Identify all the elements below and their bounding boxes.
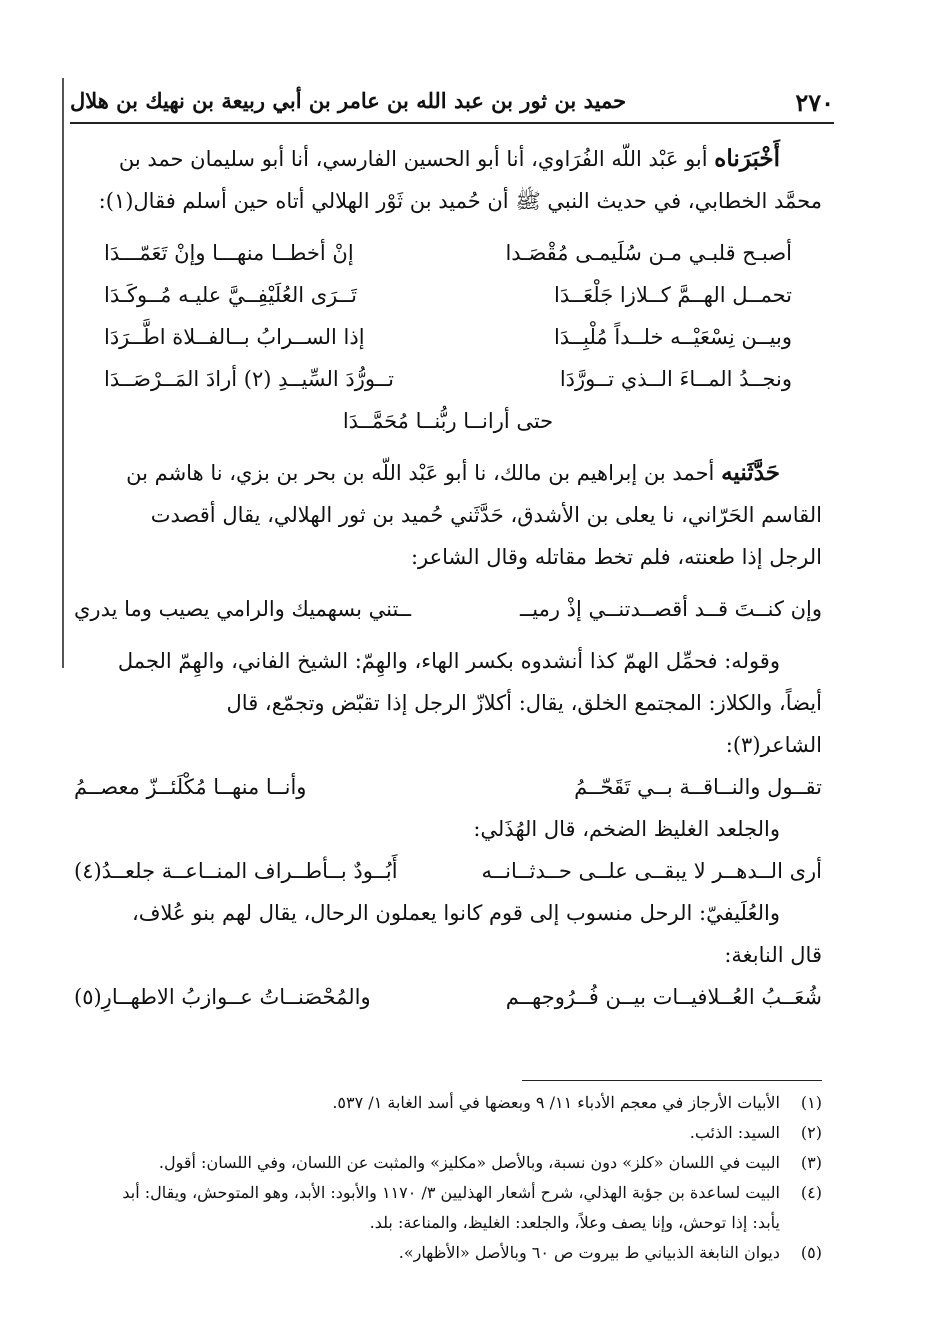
main-text xyxy=(74,138,822,1018)
verse-second-hemistich: تــورُّدَ السِّيــدِ (٢) أرادَ المَــرْصَــدَا xyxy=(104,367,394,391)
verse-3 xyxy=(74,766,822,808)
footnote-text: البيت لساعدة بن جؤبة الهذلي، شرح أشعار الهذليين ٣/ ١١٧٠ والأبود: الأبد، وهو المتوحش، ويقال: أبد يأبد: إذا توحش، وإنا يصف وعلاً، والجلعد: الغليظ، والمناعة: بلد. xyxy=(122,1183,780,1232)
paragraph-3-line-1: وقوله: فحمِّل الهمّ كذا أنشدوه بكسر الهاء، والهِمّ: الشيخ الفاني، والهِمّ الجمل xyxy=(117,649,780,673)
verse-5 xyxy=(74,976,822,1018)
footnote-number: (٥) xyxy=(800,1243,822,1262)
paragraph-1-line-1: أَخْبَرَناه أبو عَبْد اللّه الفُرَاوي، أنا أبو الحسين الفارسي، أنا أبو سليمان حمد بن xyxy=(118,145,780,172)
footnote-divider xyxy=(522,1080,822,1081)
verse-second-hemistich: أَبُــودٌ بــأطــراف المنــاعــة جلعــدُ(٤) xyxy=(74,859,398,883)
verse-second-hemistich: تَــرَى العُلَيْفِــيَّ عليـه مُــوكَـدَا xyxy=(104,283,357,307)
verse-first-hemistich: وإن كنــتَ قــد أقصــدتنــي إذْ رميــ xyxy=(519,597,822,621)
verse-first-hemistich: تقــول والنــاقــة بــي تَقَحّــمُ xyxy=(574,775,822,799)
paragraph-2-line-1: حَدَّثَنيه أحمد بن إبراهيم بن مالك، نا أبو عَبْد اللّه بن بحر بن بزي، نا هاشم بن xyxy=(126,459,780,486)
verse-first-hemistich: وبيــن نِسْعَيْــه خلــداً مُلْبِــدَا xyxy=(553,325,792,349)
page-number: ٢٧٠ xyxy=(795,88,834,117)
verse-first-hemistich: ونجــدُ المــاءَ الــذي تــورَّدَا xyxy=(559,367,792,391)
paragraph-3-line-3: الشاعر(٣): xyxy=(725,733,822,757)
paragraph-5-line-2: قال النابغة: xyxy=(724,943,822,967)
verse-first-hemistich: تحمــل الهــمَّ كــلازا جَلْعَــدَا xyxy=(553,283,792,307)
paragraph-4: والجلعد الغليظ الضخم، قال الهُذَلي: xyxy=(473,817,780,841)
poem-verse-2 xyxy=(74,274,822,316)
verse-first-hemistich: أصبـح قلبـي مـن سُلَيمـى مُقْصَـدا xyxy=(505,241,792,265)
verse-2 xyxy=(74,588,822,630)
verse-second-hemistich: إذا الســرابُ بــالفــلاة اطَّــرَدَا xyxy=(104,325,365,349)
footnote-5 xyxy=(110,1238,822,1268)
paragraph-1-line-2: محمَّد الخطابي، في حديث النبي ﷺ أن حُميد بن ثَوْر الهلالي أتاه حين أسلم فقال(١): xyxy=(98,189,822,213)
verse-first-hemistich: أرى الــدهــر لا يبقــى علــى حــدثــانــه xyxy=(481,859,822,883)
paragraph-2-line-3: الرجل إذا طعنته، فلم تخط مقاتله وقال الشاعر: xyxy=(410,545,822,569)
page-header xyxy=(70,82,834,124)
paragraph-2-line-2: القاسم الحَرّاني، نا يعلى بن الأشدق، حَدَّثَني حُميد بن ثور الهلالي، يقال أقصدت xyxy=(150,503,822,527)
paragraph-3-line-2: أيضاً، والكلاز: المجتمع الخلق، يقال: أكلازّ الرجل إذا تقبّض وتجمّع، قال xyxy=(226,691,822,715)
footnote-number: (١) xyxy=(800,1093,822,1112)
paragraph-2-keyword: حَدَّثَنيه xyxy=(721,459,780,486)
poem-final-line: حتى أرانــا ربُّنــا مُحَمَّــدَا xyxy=(342,409,554,433)
poem-verse-3 xyxy=(74,316,822,358)
verse-second-hemistich: وأنــا منهــا مُكْلَئــزّ معصــمُ xyxy=(74,775,307,799)
running-title: حميد بن ثور بن عبد الله بن عامر بن أبي ربيعة بن نهيك بن هلال xyxy=(70,88,627,113)
verse-4 xyxy=(74,850,822,892)
poem-verse-4 xyxy=(74,358,822,400)
verse-first-hemistich: شُعَــبُ العُــلافيــات بيــن فُــرُوجهــم xyxy=(505,985,822,1009)
footnote-text: ديوان النابغة الذبياني ط بيروت ص ٦٠ وبالأصل «الأظهار». xyxy=(398,1243,780,1262)
scan-margin-line xyxy=(62,78,64,668)
footnote-3 xyxy=(110,1148,822,1178)
footnote-text: الأبيات الأرجاز في معجم الأدباء ١١/ ٩ وبعضها في أسد الغابة ١/ ٥٣٧. xyxy=(332,1093,780,1112)
footnote-2 xyxy=(110,1118,822,1148)
verse-second-hemistich: والمُحْصَنــاتُ عــوازبُ الاطهــارِ(٥) xyxy=(74,985,371,1009)
poem-verse-1 xyxy=(74,232,822,274)
footnote-number: (٢) xyxy=(800,1123,822,1142)
footnote-1 xyxy=(110,1088,822,1118)
paragraph-1-keyword: أَخْبَرَناه xyxy=(714,145,780,172)
footnotes xyxy=(110,1088,822,1268)
footnote-text: البيت في اللسان «كلز» دون نسبة، وبالأصل «مكليز» والمثبت عن اللسان، وفي اللسان: أقول. xyxy=(158,1153,780,1172)
footnote-number: (٤) xyxy=(800,1183,822,1202)
footnote-number: (٣) xyxy=(800,1153,822,1172)
verse-second-hemistich: ــتني بسهميك والرامي يصيب وما يدري xyxy=(74,597,412,621)
paragraph-5-line-1: والعُلَيفيّ: الرحل منسوب إلى قوم كانوا يعملون الرحال، يقال لهم بنو عُلاف، xyxy=(131,901,780,925)
footnote-text: السيد: الذئب. xyxy=(689,1123,780,1142)
footnote-4 xyxy=(110,1178,822,1238)
verse-second-hemistich: إنْ أخطــا منهـــا وإنْ تَعَمّـــدَا xyxy=(104,241,354,265)
